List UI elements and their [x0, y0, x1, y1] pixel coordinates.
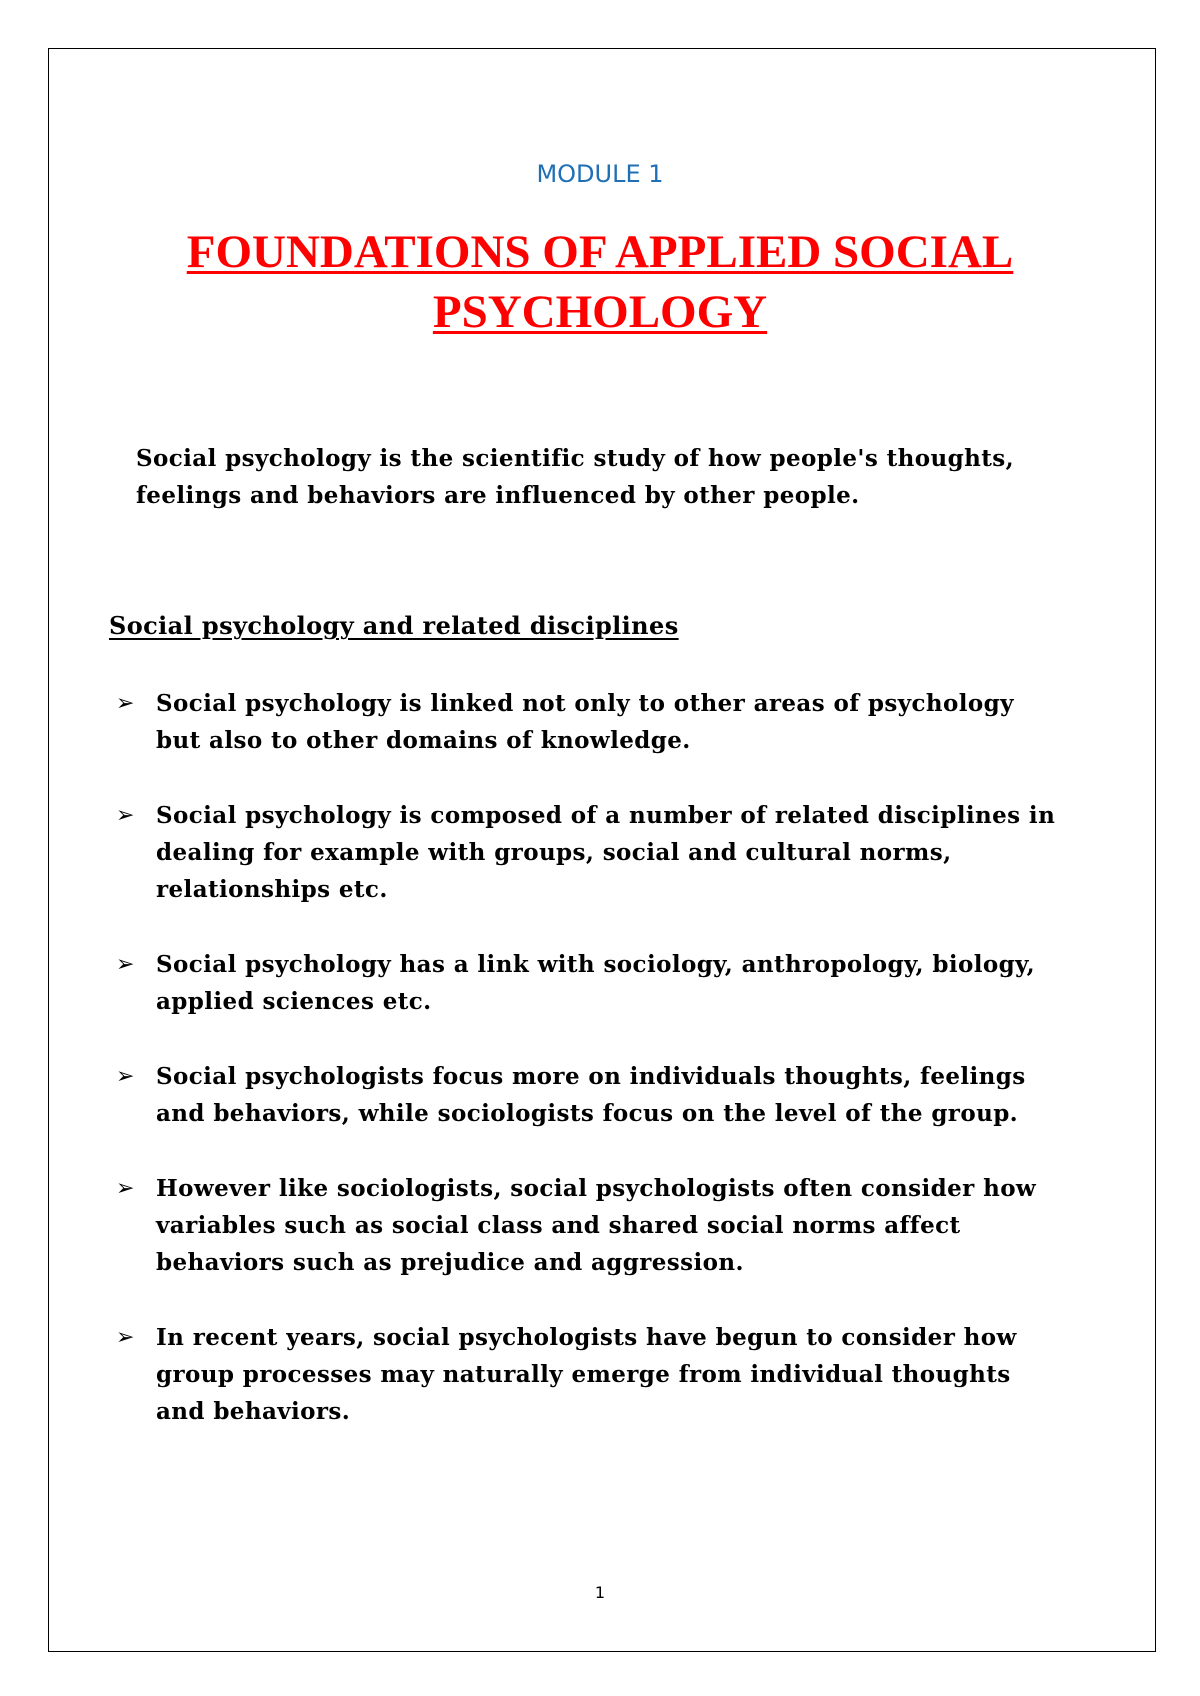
page-number: 1 [594, 1583, 606, 1602]
list-item-text: However like sociologists, social psychologists often consider how variables such as social class and shared social norms affect behaviors such as prejudice and aggression. [156, 1175, 1037, 1276]
list-item [116, 1319, 1056, 1430]
bullet-list [116, 685, 1056, 1468]
list-item [116, 685, 1056, 759]
list-item [116, 797, 1056, 908]
arrow-bullet-icon: ➢ [116, 1064, 135, 1089]
arrow-bullet-icon: ➢ [116, 803, 135, 828]
arrow-bullet-icon: ➢ [116, 1325, 135, 1350]
list-item-text: Social psychology is linked not only to other areas of psychology but also to other domains of knowledge. [156, 690, 1014, 754]
intro-paragraph: Social psychology is the scientific study of how people's thoughts, feelings and behaviors are influenced by other people. [136, 445, 1015, 509]
list-item-text: Social psychologists focus more on individuals thoughts, feelings and behaviors, while sociologists focus on the level of the group. [156, 1063, 1026, 1127]
page-title: FOUNDATIONS OF APPLIED SOCIAL PSYCHOLOGY [186, 226, 1014, 338]
arrow-bullet-icon: ➢ [116, 691, 135, 716]
list-item-text: In recent years, social psychologists have begun to consider how group processes may naturally emerge from individual thoughts and behaviors. [156, 1324, 1017, 1425]
section-heading: Social psychology and related disciplines [109, 611, 679, 640]
list-item-text: Social psychology has a link with sociology, anthropology, biology, applied sciences etc. [156, 951, 1036, 1015]
module-label: MODULE 1 [536, 160, 664, 188]
list-item [116, 946, 1056, 1020]
arrow-bullet-icon: ➢ [116, 1176, 135, 1201]
list-item-text: Social psychology is composed of a number of related disciplines in dealing for example with groups, social and cultural norms, relationships etc. [156, 802, 1056, 903]
list-item [116, 1170, 1056, 1281]
arrow-bullet-icon: ➢ [116, 952, 135, 977]
list-item [116, 1058, 1056, 1132]
